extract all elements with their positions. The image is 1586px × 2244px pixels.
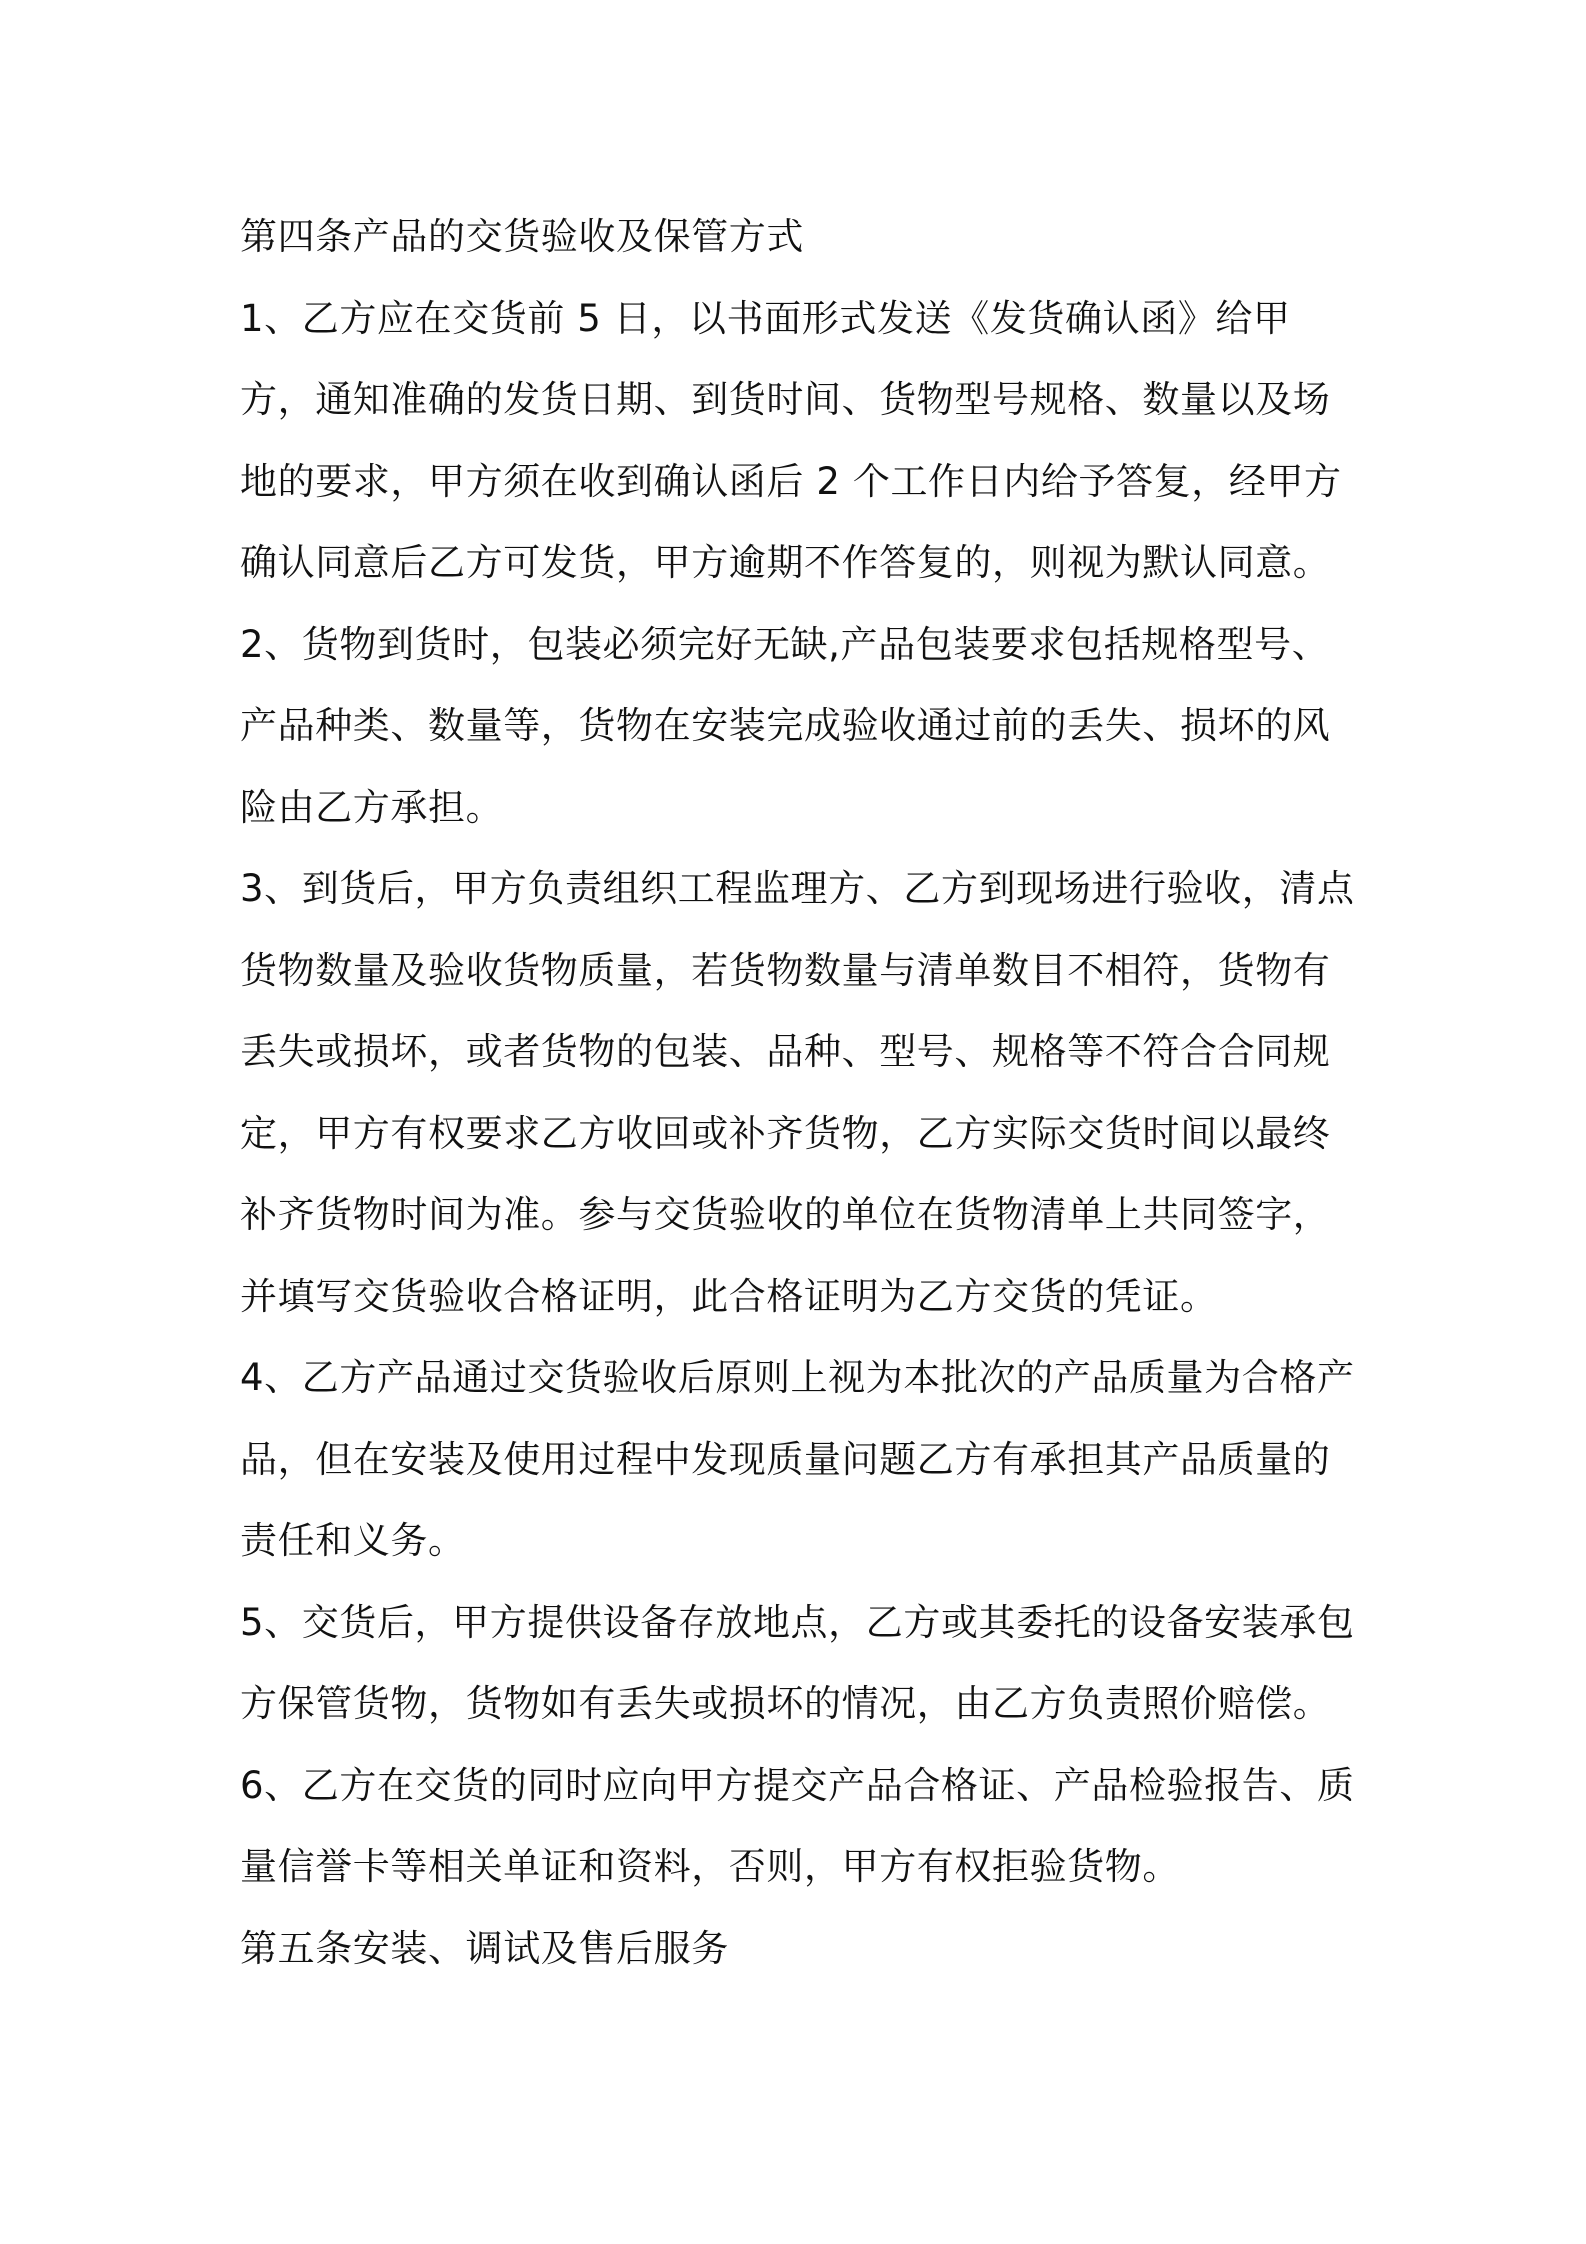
clause-6: 6、乙方在交货的同时应向甲方提交产品合格证、产品检验报告、质量信誉卡等相关单证和资料，否则，甲方有权拒验货物。 <box>240 1763 1355 1888</box>
article-5-heading: 第五条安装、调试及售后服务 <box>240 1926 729 1970</box>
document-body <box>240 196 1365 1989</box>
clause-1: 1、乙方应在交货前 5 日，以书面形式发送《发货确认函》给甲方，通知准确的发货日期、到货时间、货物型号规格、数量以及场地的要求，甲方须在收到确认函后 2 个工作日内给予答复，经甲方确认同意后乙方可发货，甲方逾期不作答复的，则视为默认同意。 <box>240 296 1342 584</box>
clause-5: 5、交货后，甲方提供设备存放地点，乙方或其委托的设备安装承包方保管货物，货物如有丢失或损坏的情况，由乙方负责照价赔偿。 <box>240 1600 1355 1725</box>
clause-2: 2、货物到货时，包装必须完好无缺,产品包装要求包括规格型号、产品种类、数量等，货物在安装完成验收通过前的丢失、损坏的风险由乙方承担。 <box>240 622 1331 829</box>
clause-4: 4、乙方产品通过交货验收后原则上视为本批次的产品质量为合格产品，但在安装及使用过程中发现质量问题乙方有承担其产品质量的责任和义务。 <box>240 1356 1355 1562</box>
article-4-heading: 第四条产品的交货验收及保管方式 <box>240 215 804 258</box>
clause-3: 3、到货后，甲方负责组织工程监理方、乙方到现场进行验收，清点货物数量及验收货物质量，若货物数量与清单数目不相符，货物有丢失或损坏，或者货物的包装、品种、型号、规格等不符合合同规定，甲方有权要求乙方收回或补齐货物，乙方实际交货时间以最终补齐货物时间为准。参与交货验收的单位在货物清单上共同签字，并填写交货验收合格证明，此合格证明为乙方交货的凭证。 <box>240 867 1355 1318</box>
